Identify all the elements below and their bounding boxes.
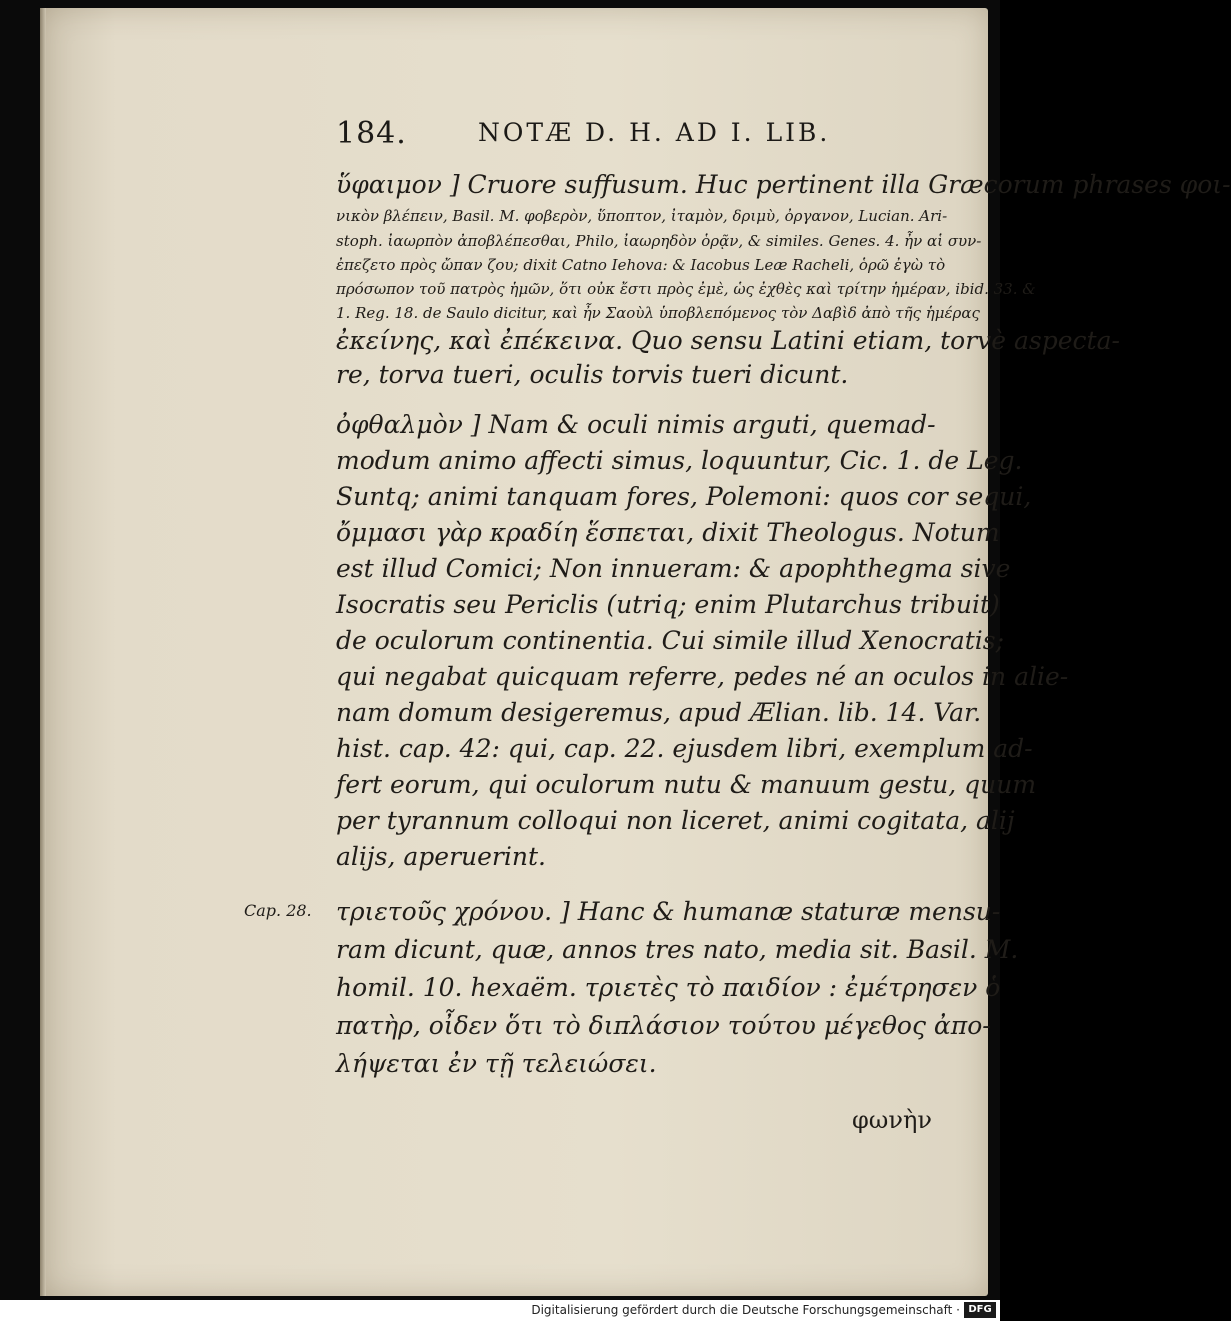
text-line: νικὸν βλέπειν, Basil. M. φοβερὸν, ὕποπτον, ἰταμὸν, δριμὺ, ὀργανον, Lucian. Ari- <box>336 207 948 225</box>
text-line: λήψεται ἐν τῇ τελειώσει. <box>336 1049 657 1078</box>
dfg-logo-icon: DFG <box>964 1302 996 1318</box>
text-line: nam domum desigeremus, apud Ælian. lib. 14. Var. <box>336 698 982 727</box>
text-line: ὕφαιμον ] Cruore suffusum. Huc pertinent illa Græcorum phrases φοι- <box>336 170 1231 199</box>
text-line: qui negabat quicquam referre, pedes né an oculos in alie- <box>336 662 1069 691</box>
margin-note: Cap. 28. <box>244 901 312 920</box>
text-line: ram dicunt, quæ, annos tres nato, media sit. Basil. M. <box>336 935 1019 964</box>
text-line: hist. cap. 42: qui, cap. 22. ejusdem libri, exemplum ad- <box>336 734 1033 763</box>
text-line: fert eorum, qui oculorum nutu & manuum gestu, quum <box>336 770 1037 799</box>
running-title: NOTÆ D. H. AD I. LIB. <box>478 118 831 147</box>
text-line: ἐκείνης, καὶ ἐπέκεινα. Quo sensu Latini etiam, torvè aspecta- <box>336 326 1120 355</box>
footer-bar <box>0 1300 1000 1321</box>
page-edge <box>40 8 46 1296</box>
text-line: de oculorum continentia. Cui simile illud Xenocratis; <box>336 626 1005 655</box>
page-header <box>336 116 956 156</box>
text-line: ὀφθαλμὸν ] Nam & oculi nimis arguti, quemad- <box>336 410 936 439</box>
text-line: πρόσωπον τοῦ πατρὸς ἡμῶν, ὅτι οὐκ ἔστι πρὸς ἐμὲ, ὡς ἐχθὲς καὶ τρίτην ἡμέραν, ibid. 33. & <box>336 280 1036 298</box>
text-line: est illud Comici; Non innueram: & apophthegma sive <box>336 554 1011 583</box>
text-line: alijs, aperuerint. <box>336 842 546 871</box>
text-line: 1. Reg. 18. de Saulo dicitur, καὶ ἦν Σαοὺλ ὑποβλεπόμενος τὸν Δαβὶδ ἀπὸ τῆς ἡμέρας <box>336 304 980 322</box>
catchword: φωνὴν <box>852 1106 932 1134</box>
text-line: τριετοῦς χρόνου. ] Hanc & humanæ staturæ mensu- <box>336 897 1001 926</box>
text-line: Isocratis seu Periclis (utriq; enim Plutarchus tribuit) <box>336 590 1000 619</box>
text-line: Suntq; animi tanquam fores, Polemoni: quos cor sequi, <box>336 482 1032 511</box>
page-number: 184. <box>336 116 407 151</box>
text-line: πατὴρ, οἶδεν ὅτι τὸ διπλάσιον τούτου μέγεθος ἀπο- <box>336 1011 991 1040</box>
text-line: per tyrannum colloqui non liceret, animi cogitata, alij <box>336 806 1015 835</box>
text-line: modum animo affecti simus, loquuntur, Cic. 1. de Leg. <box>336 446 1023 475</box>
text-line: ἐπεζετο πρὸς ὤπαν ζου; dixit Catno Iehova: & Iacobus Leæ Racheli, ὁρῶ ἐγὼ τὸ <box>336 256 946 274</box>
footer-credit: Digitalisierung gefördert durch die Deutsche Forschungsgemeinschaft · <box>531 1303 960 1317</box>
text-line: ὄμμασι γὰρ κραδίη ἕσπεται, dixit Theologus. Notum <box>336 518 1000 547</box>
text-line: re, torva tueri, oculis torvis tueri dicunt. <box>336 360 849 389</box>
text-line: stoph. ἰαωρπὸν ἀποβλέπεσθαι, Philo, ἰαωρηδὸν ὁρᾷν, & similes. Genes. 4. ἦν αἱ συν- <box>336 232 982 250</box>
text-line: homil. 10. hexaëm. τριετὲς τὸ παιδίον : ἐμέτρησεν ὁ <box>336 973 1001 1002</box>
